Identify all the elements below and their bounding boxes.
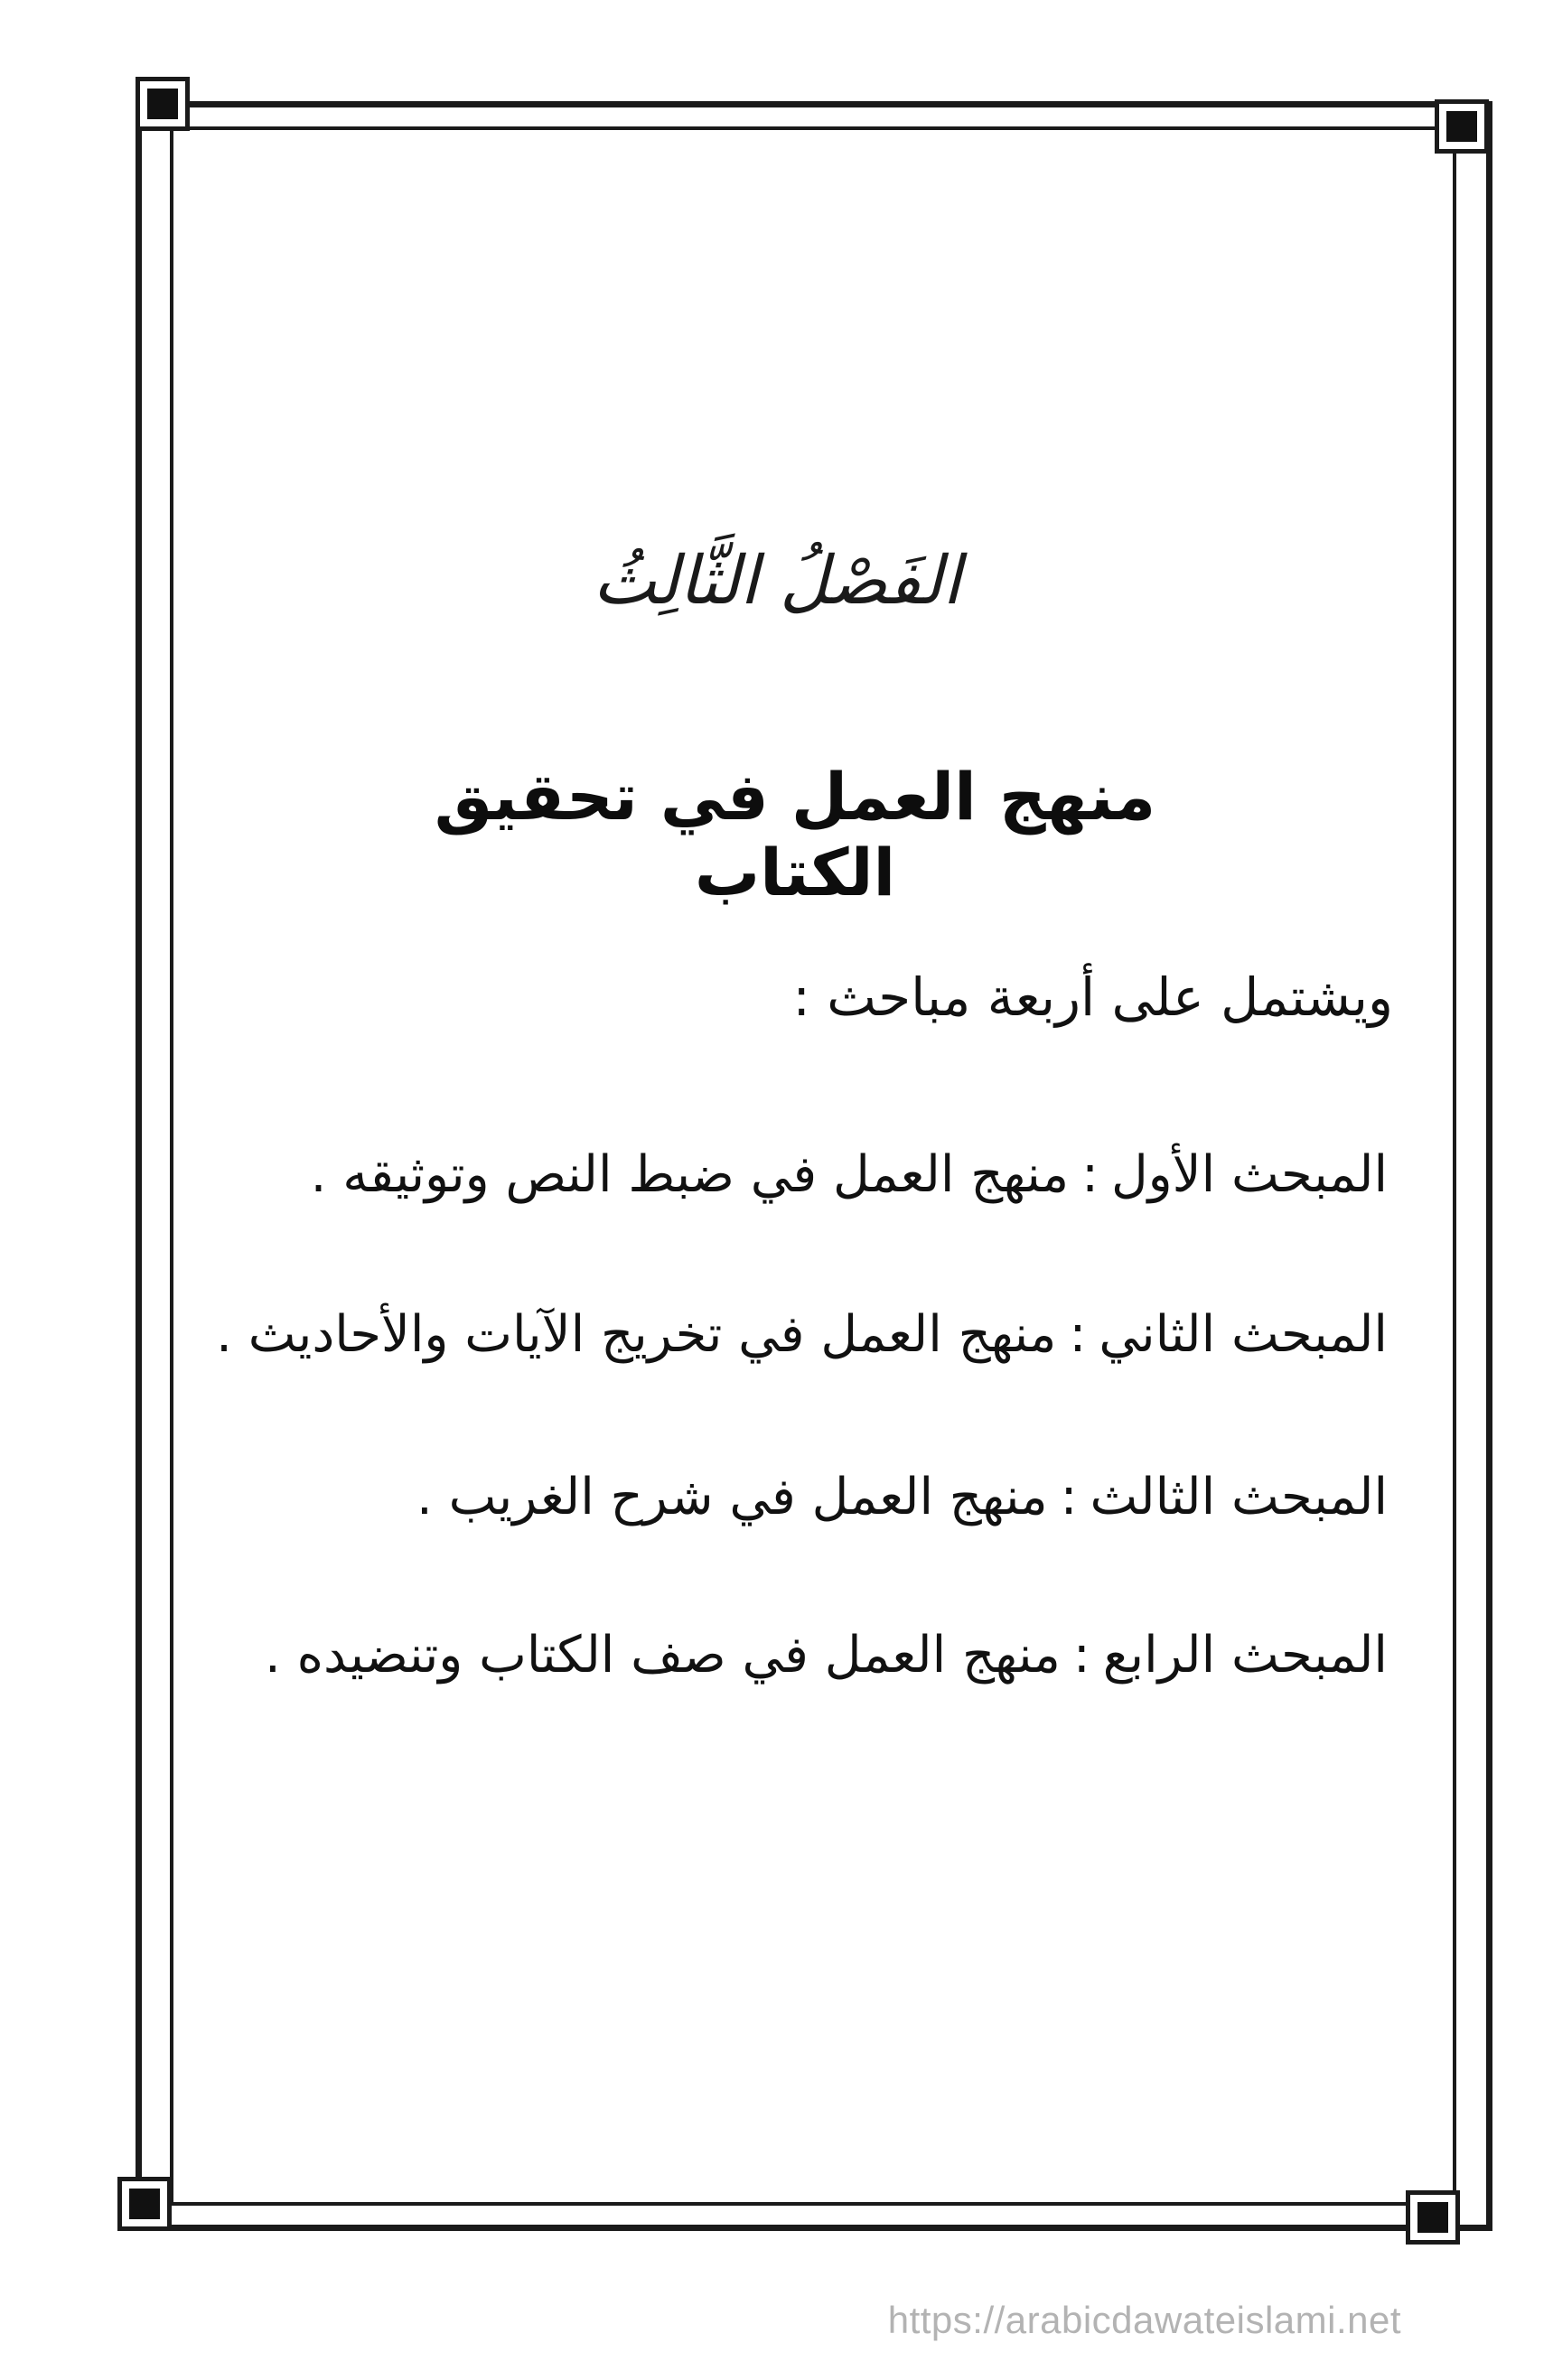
chapter-heading: الفَصْلُ الثَّالِثُ: [593, 542, 961, 620]
section-item-4: [141, 1626, 1388, 1685]
corner-ornament-top-right: [1435, 99, 1489, 154]
section-label: المبحث الأول: [1110, 1145, 1388, 1204]
intro-line: ويشتمل على أربعة مباحث :: [792, 966, 1393, 1028]
section-label: المبحث الرابع: [1102, 1626, 1388, 1685]
section-text: منهج العمل في صف الكتاب وتنضيده .: [265, 1626, 1061, 1685]
section-separator: :: [1060, 1468, 1078, 1526]
section-label: المبحث الثالث: [1090, 1468, 1388, 1526]
corner-square: [1446, 111, 1477, 142]
section-label: المبحث الثاني: [1099, 1305, 1388, 1364]
section-text: منهج العمل في ضبط النص وتوثيقه .: [310, 1145, 1070, 1204]
corner-square: [1417, 2202, 1448, 2233]
corner-square: [129, 2189, 160, 2219]
section-item-1: [141, 1145, 1388, 1204]
corner-ornament-top-left: [136, 77, 190, 131]
corner-square: [147, 89, 178, 119]
chapter-title: منهج العمل في تحقيق الكتاب: [434, 759, 1156, 910]
section-item-3: [141, 1468, 1388, 1526]
watermark-url: https://arabicdawateislami.net: [887, 2299, 1401, 2341]
section-separator: :: [1069, 1305, 1087, 1364]
corner-ornament-bottom-left: [117, 2177, 172, 2231]
corner-ornament-bottom-right: [1406, 2190, 1460, 2245]
section-text: منهج العمل في تخريج الآيات والأحاديث .: [216, 1305, 1057, 1364]
section-separator: :: [1072, 1626, 1090, 1685]
section-separator: :: [1081, 1145, 1099, 1204]
section-text: منهج العمل في شرح الغريب .: [416, 1468, 1048, 1526]
section-item-2: [141, 1305, 1388, 1364]
